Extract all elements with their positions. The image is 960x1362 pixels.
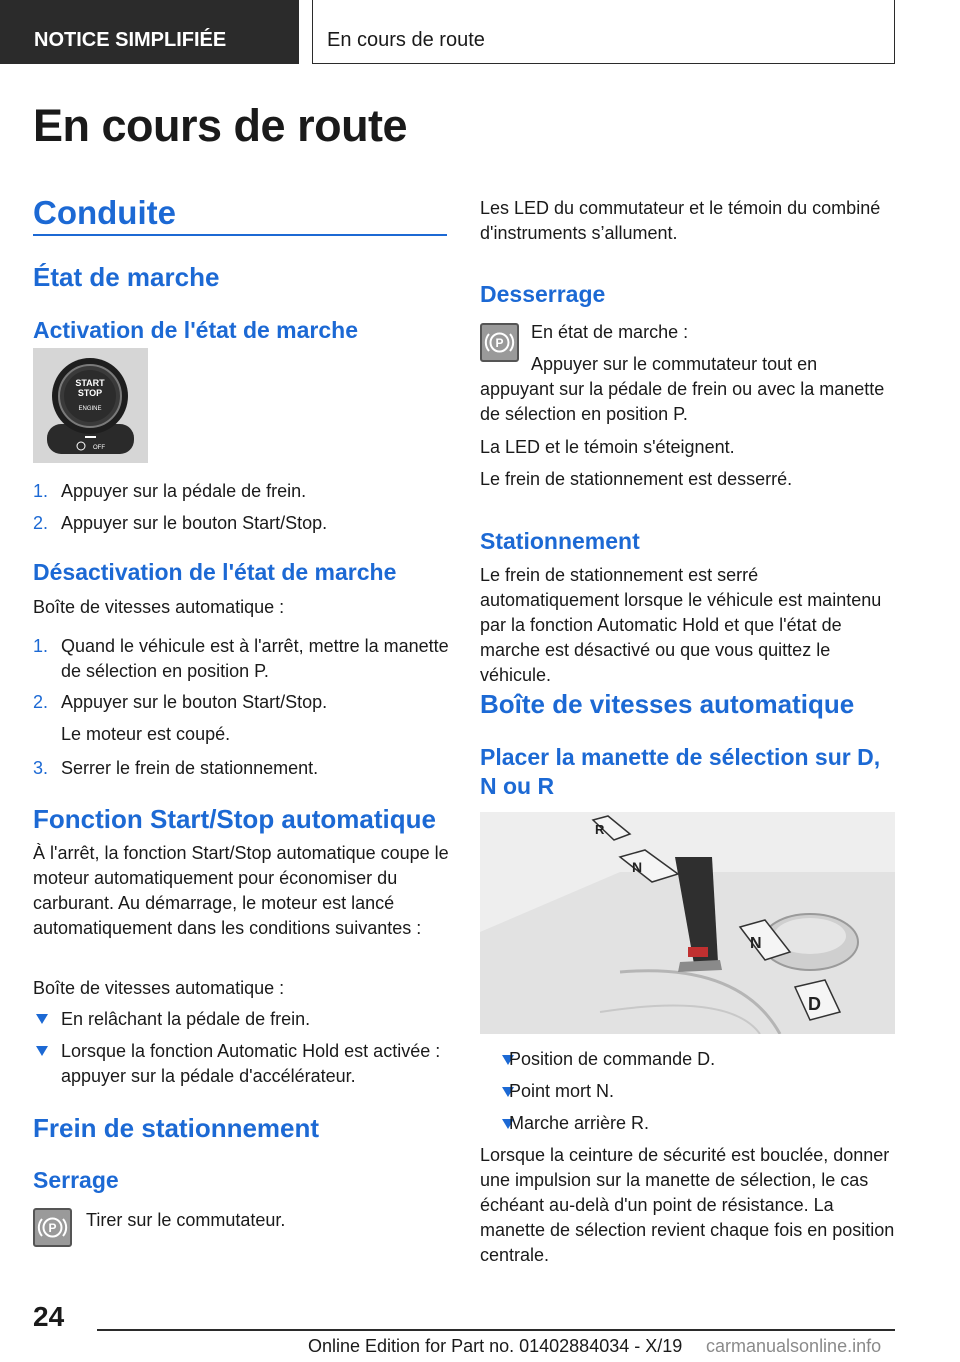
heading-start-stop: Fonction Start/Stop automatique — [33, 804, 436, 834]
gear-label-n-top: N — [632, 859, 643, 875]
start-stop-bullet-1: En relâchant la pédale de frein. — [61, 1009, 311, 1029]
desserrage-line-3: La LED et le témoin s'éteignent. — [480, 437, 735, 457]
gear-selector-image — [480, 812, 895, 1034]
gear-bullet-d: Position de commande D. — [509, 1049, 716, 1069]
desactivation-step-2: Appuyer sur le bouton Start/Stop. — [61, 692, 328, 712]
heading-etat-de-marche: État de marche — [33, 262, 220, 292]
bullet-triangle-icon — [36, 1014, 48, 1024]
engine-label: ENGINE — [78, 406, 102, 412]
heading-frein-stationnement: Frein de stationnement — [33, 1113, 320, 1143]
page-title: En cours de route — [33, 100, 408, 151]
svg-text:P: P — [495, 336, 504, 350]
watermark: carmanualsonline.info — [706, 1336, 882, 1356]
gear-selector-illustration — [480, 812, 895, 1034]
step-number: 1. — [33, 636, 49, 656]
heading-conduite: Conduite — [33, 194, 176, 231]
step-number: 2. — [33, 692, 49, 712]
gear-label-n-bottom: N — [750, 935, 762, 952]
header-section-title: En cours de route — [312, 0, 895, 64]
gear-bullet-n: Point mort N. — [509, 1081, 615, 1101]
desserrage-line-1: En état de marche : — [531, 322, 689, 342]
header-tab: NOTICE SIMPLIFIÉE — [0, 0, 299, 64]
start-label: START — [75, 378, 105, 388]
stop-label: STOP — [77, 388, 103, 398]
heading-boite-automatique: Boîte de vitesses automatique — [480, 689, 855, 719]
desactivation-step-1: Quand le véhicule est à l'arrêt, mettre la manette de sélection en position P. — [61, 636, 449, 681]
start-stop-intro: Boîte de vitesses automatique : — [33, 978, 285, 998]
start-stop-button-icon — [33, 348, 148, 463]
step-number: 3. — [33, 758, 49, 778]
start-stop-button-image — [33, 348, 148, 463]
activation-step-1: Appuyer sur la pédale de frein. — [61, 481, 307, 501]
heading-serrage: Serrage — [33, 1167, 119, 1193]
heading-stationnement: Stationnement — [480, 528, 640, 554]
desactivation-step-2-note: Le moteur est coupé. — [61, 724, 231, 744]
heading-desactivation: Désactivation de l'état de marche — [33, 559, 397, 585]
page-header — [0, 0, 960, 66]
stationnement-text: Le frein de stationnement est serré automatiquement lorsque le véhicule est maintenu par la fonction Automatic Hold et que l'état de marche est désactivé ou que vous quittez le véhicule. — [480, 565, 882, 685]
led-text: Les LED du commutateur et le témoin du combiné d'instruments s’allument. — [480, 198, 881, 243]
start-stop-bullet-2: Lorsque la fonction Automatic Hold est activée : appuyer sur la pédale d'accélérateur. — [61, 1041, 441, 1086]
footer-edition: Online Edition for Part no. 01402884034 - X/19 — [308, 1336, 683, 1356]
gear-label-d: D — [808, 994, 821, 1014]
footer-rule — [97, 1329, 895, 1331]
step-number: 2. — [33, 513, 49, 533]
heading-rule — [33, 234, 447, 236]
heading-placer-manette: Placer la manette de sélection sur D, N ou R — [480, 744, 881, 799]
bullet-triangle-icon — [36, 1046, 48, 1056]
desactivation-intro: Boîte de vitesses automatique : — [33, 597, 285, 617]
gear-label-r: R — [595, 822, 605, 837]
gear-final-paragraph: Lorsque la ceinture de sécurité est bouclée, donner une impulsion sur la manette de sélection, le cas échéant au-delà d'un point de résistance. La manette de sélection revient chaque fois en position centrale. — [480, 1145, 895, 1265]
desserrage-line-4: Le frein de stationnement est desserré. — [480, 469, 793, 489]
heading-activation: Activation de l'état de marche — [33, 317, 359, 343]
page-number: 24 — [33, 1301, 65, 1332]
desactivation-step-3: Serrer le frein de stationnement. — [61, 758, 319, 778]
heading-desserrage: Desserrage — [480, 281, 606, 307]
start-stop-paragraph: À l'arrêt, la fonction Start/Stop automatique coupe le moteur automatiquement pour économiser du carburant. Au démarrage, le moteur est lancé automatiquement dans les conditions suivantes : — [33, 843, 449, 938]
desserrage-line-2: Appuyer sur le commutateur tout en appuyant sur la pédale de frein ou avec la manette de sélection en position P. — [480, 354, 885, 424]
gear-bullet-r: Marche arrière R. — [509, 1113, 650, 1133]
step-number: 1. — [33, 481, 49, 501]
off-label: OFF — [93, 445, 105, 451]
svg-text:P: P — [48, 1221, 57, 1235]
parking-brake-icon — [33, 1208, 72, 1247]
serrage-text: Tirer sur le commutateur. — [86, 1210, 286, 1230]
activation-step-2: Appuyer sur le bouton Start/Stop. — [61, 513, 328, 533]
